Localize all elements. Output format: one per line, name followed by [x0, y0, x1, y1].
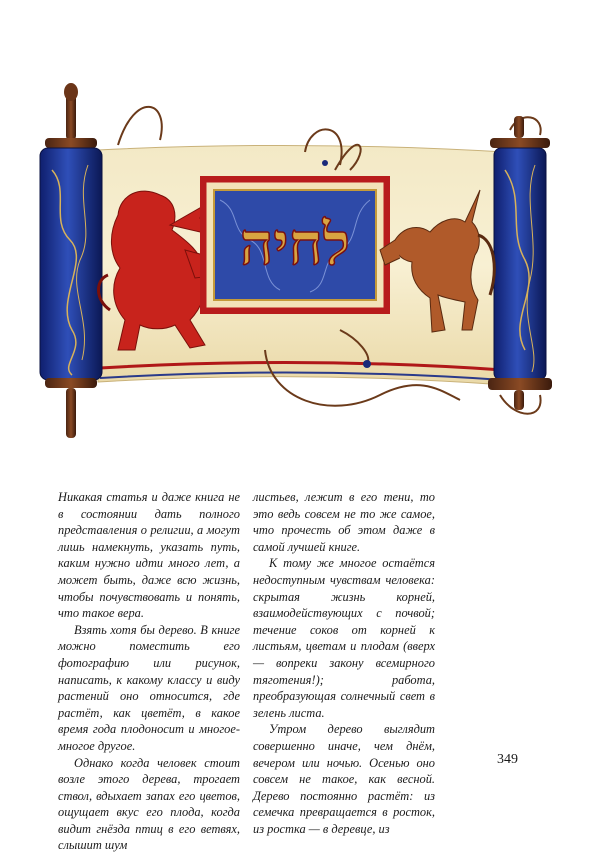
text-column-right — [253, 489, 435, 837]
paragraph: Никакая статья и даже книга не в состоянии дать полного представления о религии, а могут лишь намекнуть, указать путь, каким нужно идти много лет, а может быть, даже всю жизнь, чтобы почувствовать и понять, что такое вера. — [58, 489, 240, 622]
paragraph: Однако когда человек стоит возле этого дерева, трогает ствол, вдыхает запах его цветов, ощущает вкус его плода, когда видит гнёзда птиц в его ветвях, слышит шум — [58, 755, 240, 854]
paragraph: Утром дерево выглядит совершенно иначе, чем днём, вечером или ночью. Осенью оно совсем не такое, как весной. Дерево постоянно растёт: из семечка превращается в росток, из ростка — в деревце, из — [253, 721, 435, 837]
paragraph: Взять хотя бы дерево. В книге можно поместить его фотографию или рисунок, написать, к какому классу и виду растений оно относится, где растёт, как цветёт, в какое время года плодоносит и многое-многое другое. — [58, 622, 240, 755]
left-roller — [40, 83, 102, 438]
cord-bead-icon — [322, 160, 328, 166]
scroll-inscription: לחיה — [240, 210, 350, 278]
paragraph: листьев, лежит в его тени, то это ведь совсем не то же самое, что прочесть об этом даже в самой лучшей книге. — [253, 489, 435, 555]
page-number: 349 — [497, 752, 518, 768]
right-roller — [488, 116, 552, 410]
text-column-left — [58, 489, 240, 854]
inscription-panel — [200, 176, 390, 314]
paragraph: К тому же многое остаётся недоступным чувствам человека: скрытая жизнь корней, взаимодействующих с почвой; течение соков от корней к листьям, цветам и плодам (вверх — вопреки закону всемирного тяготения!); работа, преобразующая солнечный свет в зелень листа. — [253, 555, 435, 721]
cord-bead-icon — [363, 360, 371, 368]
